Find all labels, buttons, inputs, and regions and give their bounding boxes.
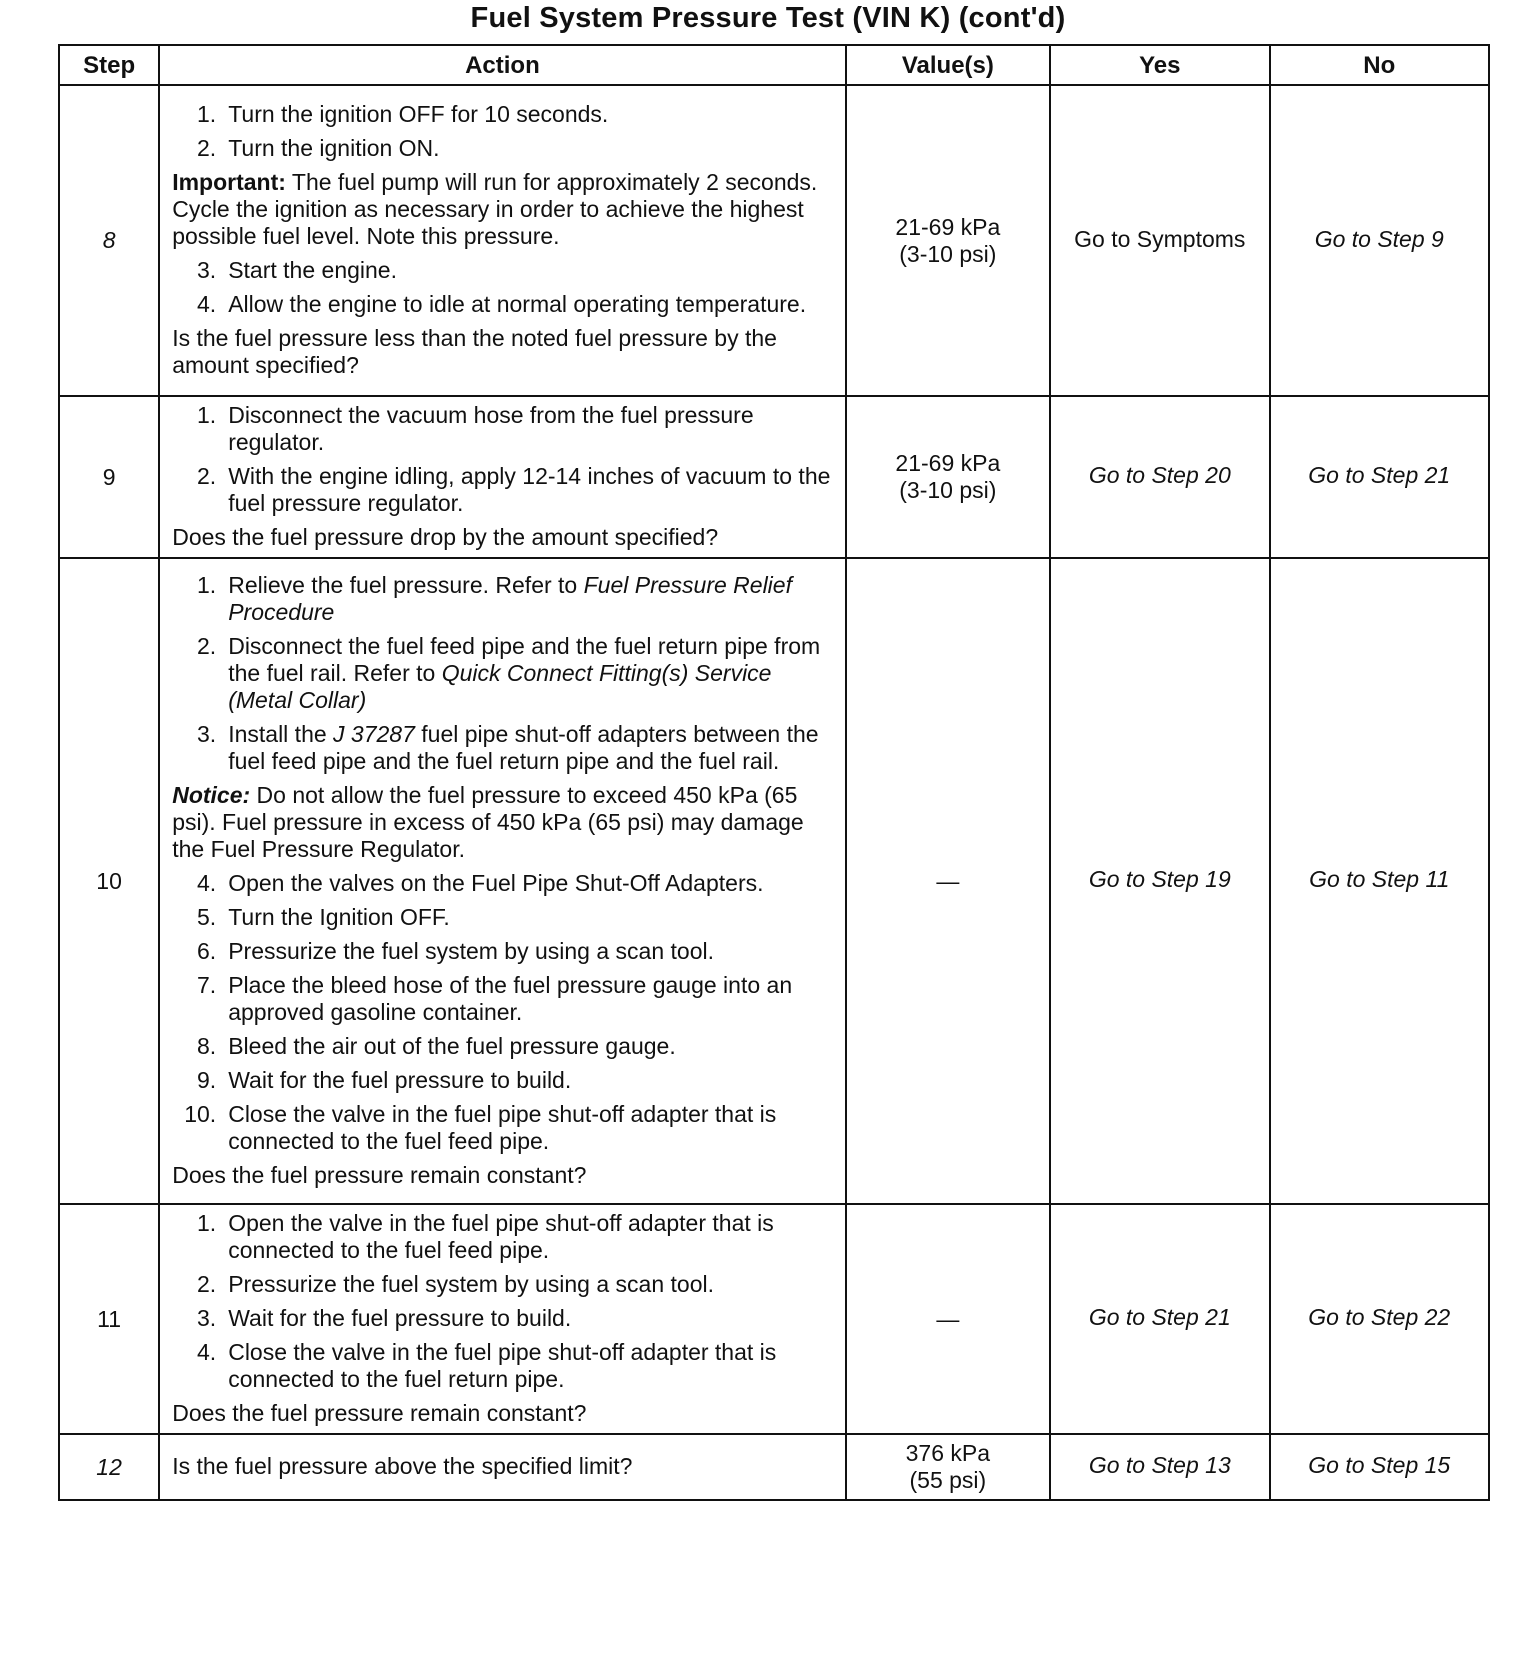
value-cell: —: [846, 558, 1050, 1204]
value-cell: 21-69 kPa (3-10 psi): [846, 85, 1050, 396]
step-number: 10: [59, 558, 159, 1204]
header-values: Value(s): [846, 45, 1050, 85]
header-step: Step: [59, 45, 159, 85]
question: Does the fuel pressure drop by the amount specified?: [172, 523, 719, 550]
table-row-step-9: [59, 396, 1489, 558]
important-note: Important: The fuel pump will run for approximately 2 seconds. Cycle the ignition as necessary in order to achieve the highest possible fuel level. Note this pressure.: [172, 168, 818, 249]
no-cell: Go to Step 9: [1270, 85, 1489, 396]
question: Does the fuel pressure remain constant?: [172, 1161, 587, 1188]
action-step: 3. Install the J 37287 fuel pipe shut-off adapters between the fuel feed pipe and the fuel return pipe and the fuel rail.: [197, 720, 819, 774]
procedure-table: [58, 44, 1490, 1501]
action-step: 2. Pressurize the fuel system by using a scan tool.: [197, 1270, 714, 1297]
action-step: 1. Relieve the fuel pressure. Refer to Fuel Pressure Relief Procedure: [197, 571, 792, 625]
action-cell: [159, 396, 845, 558]
no-cell: Go to Step 21: [1270, 396, 1489, 558]
action-step: 2. With the engine idling, apply 12-14 inches of vacuum to the fuel pressure regulator.: [197, 462, 831, 516]
action-step: 10. Close the valve in the fuel pipe shut-off adapter that is connected to the fuel feed pipe.: [184, 1100, 777, 1154]
step-number: 12: [59, 1434, 159, 1500]
yes-cell: Go to Step 13: [1050, 1434, 1269, 1500]
action-step: 1. Turn the ignition OFF for 10 seconds.: [197, 100, 609, 127]
tool-reference: J 37287: [333, 720, 415, 747]
table-row-step-11: [59, 1204, 1489, 1434]
action-step: 4. Close the valve in the fuel pipe shut-off adapter that is connected to the fuel return pipe.: [197, 1338, 777, 1392]
header-no: No: [1270, 45, 1489, 85]
action-cell: [159, 1434, 845, 1500]
table-row-step-12: [59, 1434, 1489, 1500]
no-cell: Go to Step 22: [1270, 1204, 1489, 1434]
action-step: 9. Wait for the fuel pressure to build.: [197, 1066, 572, 1093]
notice-note: Notice: Do not allow the fuel pressure to exceed 450 kPa (65 psi). Fuel pressure in excess of 450 kPa (65 psi) may damage the Fuel Pressure Regulator.: [172, 781, 804, 862]
header-yes: Yes: [1050, 45, 1269, 85]
action-cell: [159, 85, 845, 396]
step-number: 9: [59, 396, 159, 558]
action-step: 7. Place the bleed hose of the fuel pressure gauge into an approved gasoline container.: [197, 971, 793, 1025]
action-step: 5. Turn the Ignition OFF.: [197, 903, 450, 930]
table-row-step-10: [59, 558, 1489, 1204]
no-cell: Go to Step 15: [1270, 1434, 1489, 1500]
yes-cell: Go to Step 20: [1050, 396, 1269, 558]
action-cell: [159, 1204, 845, 1434]
action-step: 3. Wait for the fuel pressure to build.: [197, 1304, 572, 1331]
yes-cell: Go to Step 19: [1050, 558, 1269, 1204]
action-step: 3. Start the engine.: [197, 256, 397, 283]
yes-cell: Go to Symptoms: [1050, 85, 1269, 396]
action-step: 1. Disconnect the vacuum hose from the fuel pressure regulator.: [197, 401, 754, 455]
step-number: 8: [59, 85, 159, 396]
action-step: 4. Open the valves on the Fuel Pipe Shut-Off Adapters.: [197, 869, 764, 896]
header-action: Action: [159, 45, 845, 85]
action-step: 8. Bleed the air out of the fuel pressure gauge.: [197, 1032, 676, 1059]
yes-cell: Go to Step 21: [1050, 1204, 1269, 1434]
action-step: 1. Open the valve in the fuel pipe shut-off adapter that is connected to the fuel feed pipe.: [197, 1209, 774, 1263]
page-title: Fuel System Pressure Test (VIN K) (cont'd): [470, 2, 1066, 34]
value-cell: 376 kPa (55 psi): [846, 1434, 1050, 1500]
table-row-step-8: [59, 85, 1489, 396]
action-step: 2. Turn the ignition ON.: [197, 134, 440, 161]
question: Does the fuel pressure remain constant?: [172, 1399, 587, 1426]
header-row: [59, 45, 1489, 85]
value-cell: —: [846, 1204, 1050, 1434]
no-cell: Go to Step 11: [1270, 558, 1489, 1204]
procedure-reference: Quick Connect Fitting(s) Service (Metal Collar): [228, 659, 772, 713]
action-step: 2. Disconnect the fuel feed pipe and the fuel return pipe from the fuel rail. Refer to Quick Connect Fitting(s) Service (Metal Collar): [197, 632, 821, 713]
procedure-reference: Fuel Pressure Relief Procedure: [228, 571, 792, 625]
value-cell: 21-69 kPa (3-10 psi): [846, 396, 1050, 558]
question: Is the fuel pressure above the specified limit?: [172, 1452, 633, 1479]
action-step: 4. Allow the engine to idle at normal operating temperature.: [197, 290, 807, 317]
action-cell: [159, 558, 845, 1204]
step-number: 11: [59, 1204, 159, 1434]
action-step: 6. Pressurize the fuel system by using a scan tool.: [197, 937, 714, 964]
question: Is the fuel pressure less than the noted fuel pressure by the amount specified?: [172, 324, 777, 378]
